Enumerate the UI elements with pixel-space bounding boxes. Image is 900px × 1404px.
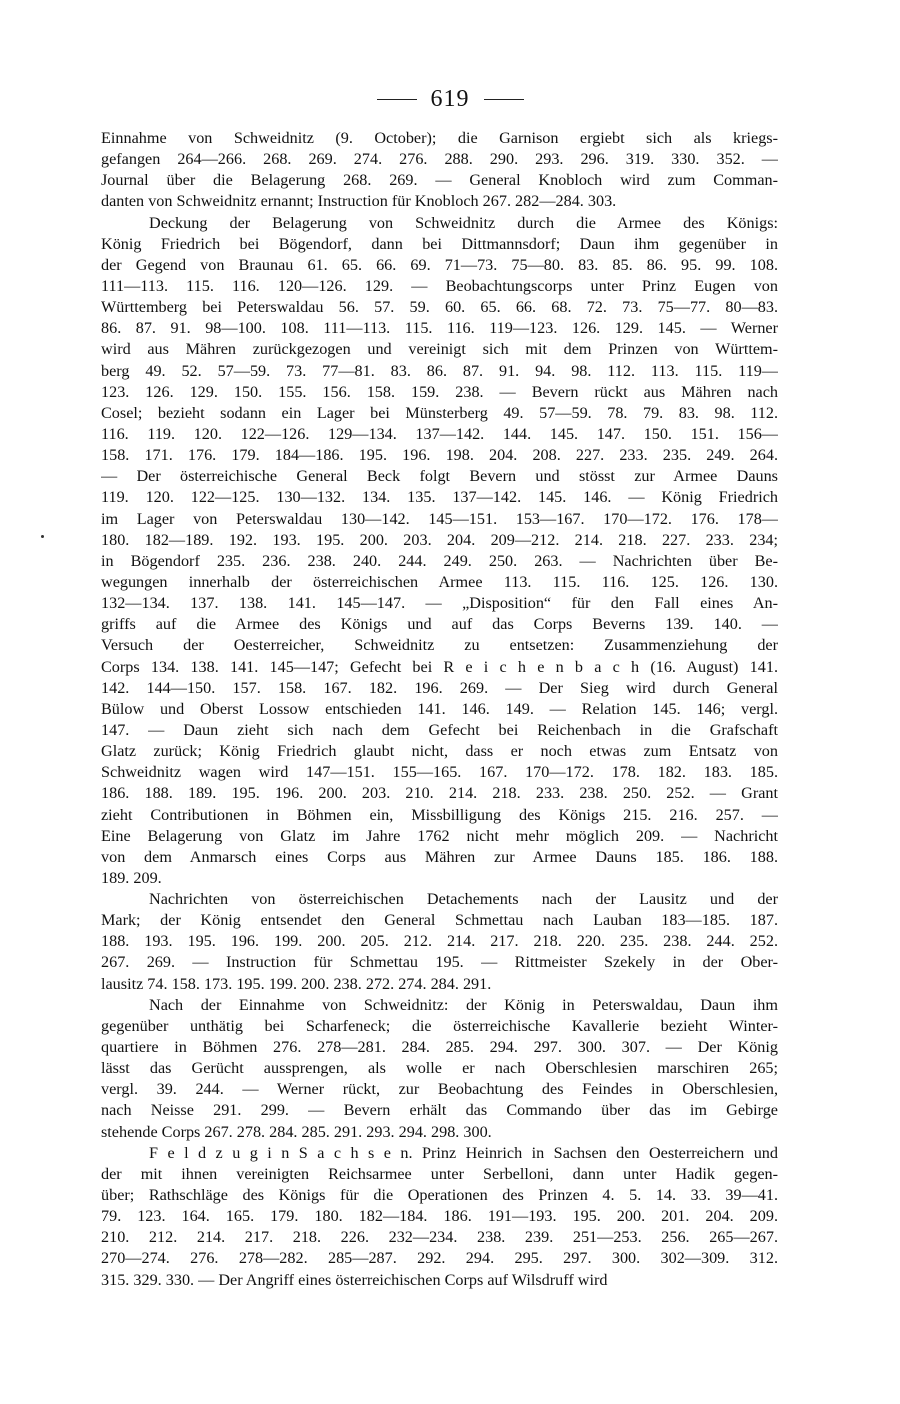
header-rule-right [484,99,524,100]
text-line: gefangen 264—266. 268. 269. 274. 276. 288. 290. 293. 296. 319. 330. 352. — [101,150,778,169]
text-line: 79. 123. 164. 165. 179. 180. 182—184. 186. 191—193. 195. 200. 201. 204. 209. [101,1207,778,1226]
text-line: Journal über die Belagerung 268. 269. — General Knobloch wird zum Comman- [101,171,778,190]
text-line: Nachrichten von österreichischen Detachements nach der Lausitz und der [149,890,778,909]
text-line: wegungen innerhalb der österreichischen Armee 113. 115. 116. 125. 126. 130. [101,572,778,591]
text-line: 315. 329. 330. — Der Angriff eines österreichischen Corps auf Wilsdruff wird [101,1270,608,1289]
header-rule-left [377,99,417,100]
index-text-body [101,128,778,1291]
page-header [0,86,900,113]
text-line: Deckung der Belagerung von Schweidnitz durch die Armee des Königs: [149,213,778,232]
text-line: 116. 119. 120. 122—126. 129—134. 137—142. 144. 145. 147. 150. 151. 156— [101,424,778,443]
text-line: der mit ihnen vereinigten Reichsarmee unter Serbelloni, dann unter Hadik gegen- [101,1164,778,1183]
text-line: stehende Corps 267. 278. 284. 285. 291. 293. 294. 298. 300. [101,1122,492,1141]
text-line: lausitz 74. 158. 173. 195. 199. 200. 238. 272. 274. 284. 291. [101,974,492,993]
text-line: der Gegend von Braunau 61. 65. 66. 69. 71—73. 75—80. 83. 85. 86. 95. 99. 108. [101,255,778,274]
text-line: 189. 209. [101,868,162,887]
text-line: 86. 87. 91. 98—100. 108. 111—113. 115. 116. 119—123. 126. 129. 145. — Werner [101,319,778,338]
text-line: 267. 269. — Instruction für Schmettau 195. — Rittmeister Szekely in der Ober- [101,953,778,972]
text-line: in Bögendorf 235. 236. 238. 240. 244. 249. 250. 263. — Nachrichten über Be- [101,551,778,570]
text-line: Schweidnitz wagen wird 147—151. 155—165. 167. 170—172. 178. 182. 183. 185. [101,763,778,782]
paragraph [101,213,778,890]
text-line: Württemberg bei Peterswaldau 56. 57. 59. 60. 65. 66. 68. 72. 73. 75—77. 80—83. [101,298,778,317]
text-line: über; Rathschläge des Königs für die Operationen des Prinzen 4. 5. 14. 33. 39—41. [101,1186,778,1205]
text-line: Bülow und Oberst Lossow entschieden 141. 146. 149. — Relation 145. 146; vergl. [101,699,778,718]
text-line: Einnahme von Schweidnitz (9. October); die Garnison ergiebt sich als kriegs- [101,129,778,147]
text-line: 123. 126. 129. 150. 155. 156. 158. 159. 238. — Bevern rückt aus Mähren nach [101,382,778,401]
text-line: Corps 134. 138. 141. 145—147; Gefecht bei R e i c h e n b a c h (16. August) 141. [101,657,778,676]
text-line: 147. — Daun zieht sich nach dem Gefecht bei Reichenbach in die Grafschaft [101,720,778,739]
text-line: nach Neisse 291. 299. — Bevern erhält das Commando über das im Gebirge [101,1101,778,1120]
text-line: zieht Contributionen in Böhmen ein, Missbilligung des Königs 215. 216. 257. — [101,805,778,824]
text-line: berg 49. 52. 57—59. 73. 77—81. 83. 86. 87. 91. 94. 98. 112. 113. 115. 119— [101,361,778,380]
paragraph [101,128,778,213]
text-line: 270—274. 276. 278—282. 285—287. 292. 294. 295. 297. 300. 302—309. 312. [101,1249,778,1268]
text-line: 119. 120. 122—125. 130—132. 134. 135. 137—142. 145. 146. — König Friedrich [101,488,778,507]
text-line: F e l d z u g i n S a c h s e n. Prinz Heinrich in Sachsen den Oesterreichern und [149,1143,778,1162]
text-line: von dem Anmarsch eines Corps aus Mähren zur Armee Dauns 185. 186. 188. [101,847,778,866]
text-line: 180. 182—189. 192. 193. 195. 200. 203. 204. 209—212. 214. 218. 227. 233. 234; [101,530,778,549]
text-line: Eine Belagerung von Glatz im Jahre 1762 nicht mehr möglich 209. — Nachricht [101,826,778,845]
text-line: Glatz zurück; König Friedrich glaubt nicht, dass er noch etwas zum Entsatz von [101,742,778,761]
text-line: 210. 212. 214. 217. 218. 226. 232—234. 238. 239. 251—253. 256. 265—267. [101,1228,778,1247]
text-line: vergl. 39. 244. — Werner rückt, zur Beobachtung des Feindes in Oberschlesien, [101,1080,778,1099]
text-line: wird aus Mähren zurückgezogen und vereinigt sich mit dem Prinzen von Württem- [101,340,778,359]
text-line: 111—113. 115. 116. 120—126. 129. — Beobachtungscorps unter Prinz Eugen von [101,276,778,295]
text-line: — Der österreichische General Beck folgt Bevern und stösst zur Armee Dauns [101,467,778,486]
text-line: im Lager von Peterswaldau 130—142. 145—151. 153—167. 170—172. 176. 178— [101,509,778,528]
paragraph [101,1143,778,1291]
text-line: gegenüber unthätig bei Scharfeneck; die österreichische Kavallerie bezieht Winter- [101,1016,778,1035]
paragraph [101,995,778,1143]
text-line: lässt das Gerücht aussprengen, als wolle er nach Oberschlesien marschiren 265; [101,1059,778,1078]
text-line: Nach der Einnahme von Schweidnitz: der König in Peterswaldau, Daun ihm [149,995,778,1014]
text-line: Cosel; bezieht sodann ein Lager bei Münsterberg 49. 57—59. 78. 79. 83. 98. 112. [101,403,778,422]
text-line: 186. 188. 189. 195. 196. 200. 203. 210. 214. 218. 233. 238. 250. 252. — Grant [101,784,778,803]
text-line: danten von Schweidnitz ernannt; Instruction für Knobloch 267. 282—284. 303. [101,192,617,211]
page-number: 619 [430,86,470,112]
text-line: Versuch der Oesterreicher, Schweidnitz zu entsetzen: Zusammenziehung der [101,636,778,655]
text-line: quartiere in Böhmen 276. 278—281. 284. 285. 294. 297. 300. 307. — Der König [101,1038,778,1057]
text-line: 132—134. 137. 138. 141. 145—147. — „Disposition“ für den Fall eines An- [101,594,778,613]
text-line: Mark; der König entsendet den General Schmettau nach Lauban 183—185. 187. [101,911,778,930]
text-line: 142. 144—150. 157. 158. 167. 182. 196. 269. — Der Sieg wird durch General [101,678,778,697]
text-line: 158. 171. 176. 179. 184—186. 195. 196. 198. 204. 208. 227. 233. 235. 249. 264. [101,446,778,465]
text-line: König Friedrich bei Bögendorf, dann bei Dittmannsdorf; Daun ihm gegenüber in [101,234,778,253]
margin-mark [41,535,44,538]
text-line: griffs auf die Armee des Königs und auf das Corps Beverns 139. 140. — [101,615,778,634]
text-line: 188. 193. 195. 196. 199. 200. 205. 212. 214. 217. 218. 220. 235. 238. 244. 252. [101,932,778,951]
paragraph [101,889,778,995]
